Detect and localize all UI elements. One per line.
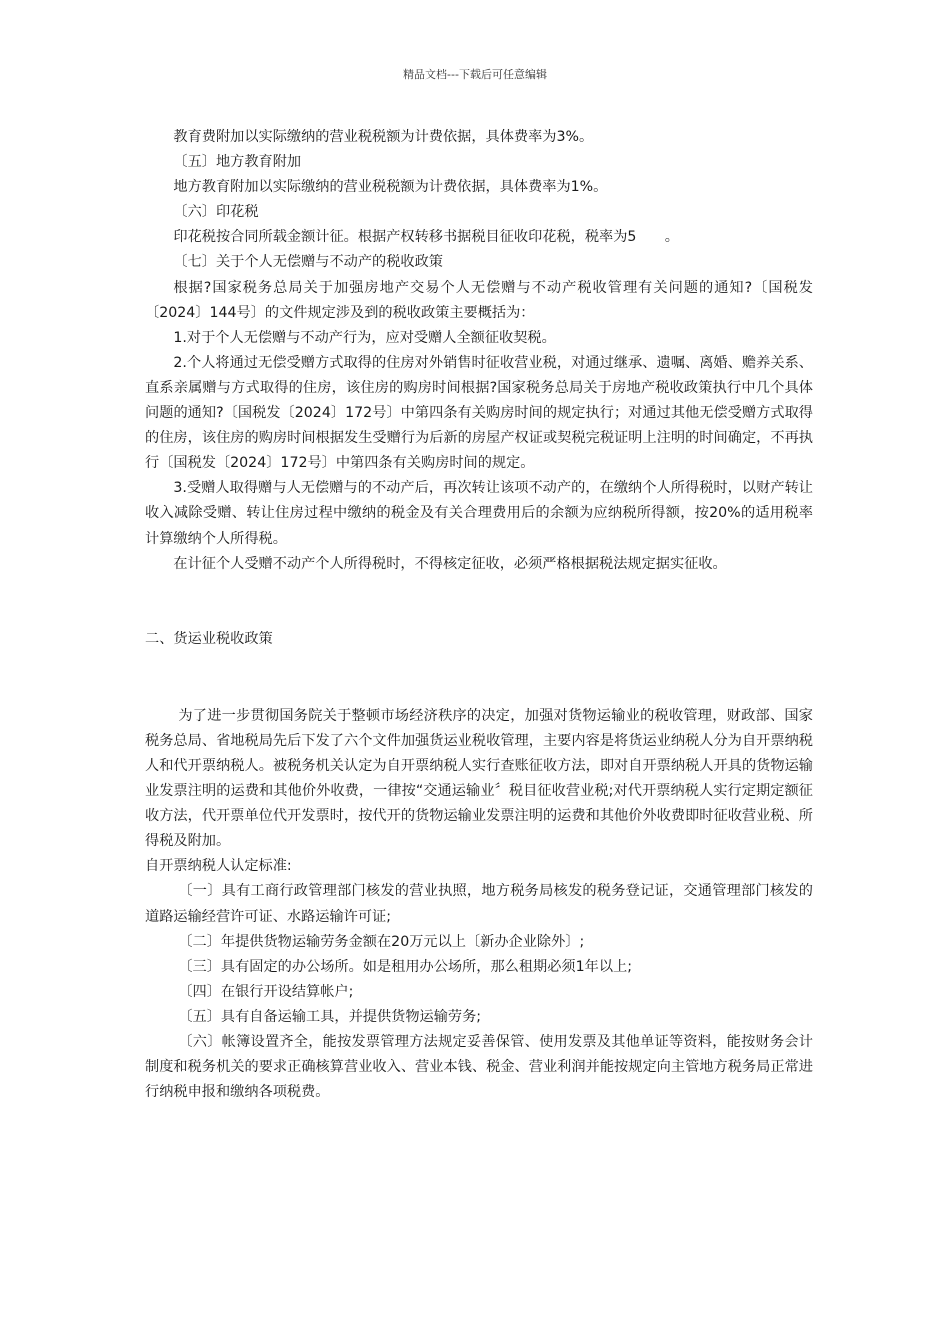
- list-item: 3.受赠人取得赠与人无偿赠与的不动产后，再次转让该项不动产的，在缴纳个人所得税时，以财产转让收入减除受赠、转让住房过程中缴纳的税金及有关合理费用后的余额为应纳税所得额，按20%的适用税率计算缴纳个人所得税。: [145, 480, 813, 547]
- page-header: 精品文档---下载后可任意编辑: [403, 68, 547, 81]
- subheading: 〔五〕地方教育附加: [173, 154, 302, 171]
- list-item: 〔五〕具有自备运输工具，并提供货物运输劳务;: [178, 1008, 482, 1025]
- paragraph: 根据?国家税务总局关于加强房地产交易个人无偿赠与不动产税收管理有关问题的通知?〔国税发〔2024〕144号〕的文件规定涉及到的税收政策主要概括为：: [145, 279, 813, 321]
- paragraph: 在计征个人受赠不动产个人所得税时，不得核定征收，必须严格根据税法规定据实征收。: [173, 555, 727, 572]
- list-item: 2.个人将通过无偿受赠方式取得的住房对外销售时征收营业税，对通过继承、遗嘱、离婚、赡养关系、直系亲属赠与方式取得的住房，该住房的购房时间根据?国家税务总局关于房地产税收政策执行中几个具体问题的通知?〔国税发〔2024〕172号〕中第四条有关购房时间的规定执行；对通过其他无偿受赠方式取得的住房，该住房的购房时间根据发生受赠行为后新的房屋产权证或契税完税证明上注明的时间确定，不再执行〔国税发〔2024〕172号〕中第四条有关购房时间的规定。: [145, 354, 813, 472]
- list-item: 〔三〕具有固定的办公场所。如是租用办公场所，那么租期必须1年以上;: [178, 958, 632, 975]
- list-item: 〔一〕具有工商行政管理部门核发的营业执照，地方税务局核发的税务登记证，交通管理部门核发的道路运输经营许可证、水路运输许可证;: [145, 883, 813, 925]
- list-item: 〔二〕年提供货物运输劳务金额在20万元以上〔新办企业除外〕;: [178, 933, 585, 950]
- list-item: 〔六〕帐簿设置齐全，能按发票管理方法规定妥善保管、使用发票及其他单证等资料，能按财务会计制度和税务机关的要求正确核算营业收入、营业本钱、税金、营业利润并能按规定向主管地方税务局正常进行纳税申报和缴纳各项税费。: [145, 1034, 813, 1101]
- list-item: 1.对于个人无偿赠与不动产行为，应对受赠人全额征收契税。: [173, 329, 556, 346]
- section-title: 二、货运业税收政策: [145, 630, 273, 647]
- list-item: 〔四〕在银行开设结算帐户;: [178, 983, 354, 1000]
- paragraph: 为了进一步贯彻国务院关于整顿市场经济秩序的决定，加强对货物运输业的税收管理，财政部、国家税务总局、省地税局先后下发了六个文件加强货运业税收管理，主要内容是将货运业纳税人分为自开票纳税人和代开票纳税人。被税务机关认定为自开票纳税人实行查账征收方法，即对自开票纳税人开具的货物运输业发票注明的运费和其他价外收费，一律按“交通运输业〞税目征收营业税;对代开票纳税人实行定期定额征收方法，代开票单位代开发票时，按代开的货物运输业发票注明的运费和其他价外收费即时征收营业税、所得税及附加。: [145, 707, 813, 850]
- subheading: 〔六〕印花税: [173, 204, 259, 221]
- paragraph: 印花税按合同所载金额计征。根据产权转移书据税目征收印花税，税率为5 。: [173, 229, 679, 246]
- document-body: [145, 125, 813, 1105]
- paragraph: 自开票纳税人认定标准:: [145, 858, 292, 875]
- subheading: 〔七〕关于个人无偿赠与不动产的税收政策: [173, 254, 443, 271]
- paragraph: 教育费附加以实际缴纳的营业税税额为计费依据，具体费率为3%。: [173, 129, 594, 145]
- paragraph: 地方教育附加以实际缴纳的营业税税额为计费依据，具体费率为1%。: [173, 179, 608, 196]
